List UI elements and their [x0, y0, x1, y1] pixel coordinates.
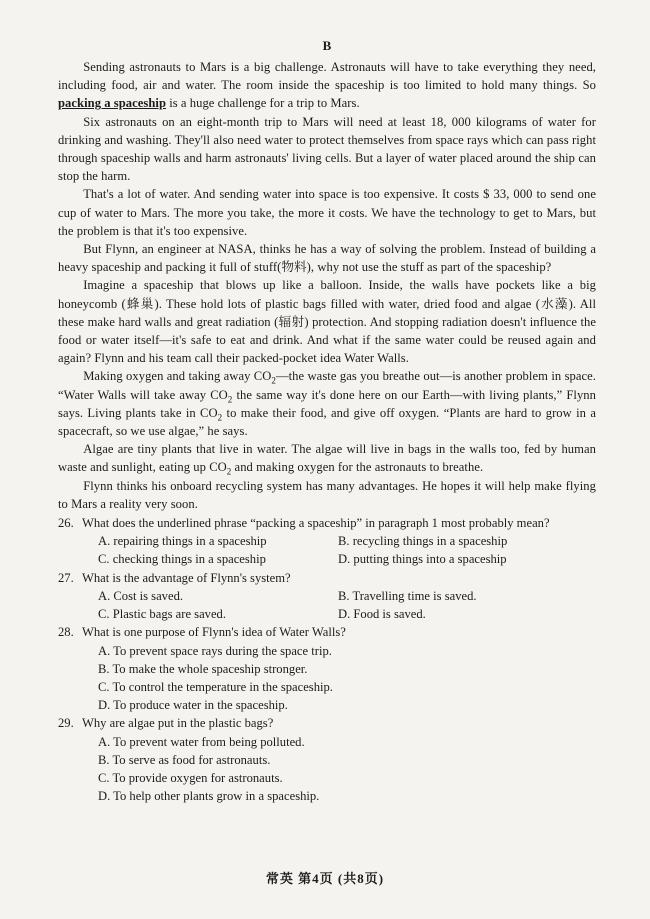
question-number: 29.	[58, 716, 74, 731]
passage-paragraph: Flynn thinks his onboard recycling system has many advantages. He hopes it will help make flying to Mars a reality very soon.	[58, 478, 596, 511]
answer-options	[82, 587, 596, 623]
answer-option: D. To produce water in the spaceship.	[98, 698, 288, 713]
passage-paragraph: Algae are tiny plants that live in water. The algae will live in bags in the walls too, fed by human waste and sunlight, eating up $CO_2$ and making oxygen for the astronauts to breathe.	[58, 442, 596, 477]
answer-option: C. To control the temperature in the spaceship.	[98, 679, 333, 694]
section-letter: B	[322, 38, 332, 53]
question-item	[58, 569, 596, 624]
question-stem	[58, 514, 596, 532]
answer-option: D. Food is saved.	[338, 607, 426, 622]
passage-paragraph: Sending astronauts to Mars is a big challenge. Astronauts will have to take everything they need, including food, air and water. The room inside the spaceship is too limited to hold many things. So packing a spaceship is a huge challenge for a trip to Mars.	[58, 60, 596, 111]
answer-option: D. To help other plants grow in a spaceship.	[98, 789, 320, 804]
question-number: 26.	[58, 516, 74, 531]
answer-option: B. Travelling time is saved.	[338, 588, 477, 603]
answer-option: A. Cost is saved.	[98, 588, 184, 603]
question-text: What is one purpose of Flynn's idea of Water Walls?	[82, 625, 346, 640]
answer-option: B. recycling things in a spaceship	[338, 534, 508, 549]
question-item	[58, 714, 596, 805]
answer-option: D. putting things into a spaceship	[338, 552, 507, 567]
passage-paragraph: Imagine a spaceship that blows up like a balloon. Inside, the walls have pockets like a big honeycomb (蜂巢). These hold lots of plastic bags filled with water, dried food and algae (水藻). All these make hard walls and great radiation (辐射) protection. And stopping radiation doesn't influence the food or water itself—it's safe to eat and drink. And what if the same water could be reused again and again? Flynn and his team call their packed-pocket idea Water Walls.	[58, 278, 596, 366]
question-number: 27.	[58, 570, 74, 585]
answer-options	[82, 642, 596, 715]
answer-option: B. To make the whole spaceship stronger.	[98, 661, 308, 676]
answer-option: C. checking things in a spaceship	[98, 552, 266, 567]
answer-option: A. To prevent water from being polluted.	[98, 734, 305, 749]
answer-options	[82, 733, 596, 806]
answer-option: C. To provide oxygen for astronauts.	[98, 770, 283, 785]
question-stem	[58, 623, 596, 641]
question-stem	[58, 714, 596, 732]
question-stem	[58, 569, 596, 587]
answer-option: A. To prevent space rays during the space trip.	[98, 643, 332, 658]
question-number: 28.	[58, 625, 74, 640]
question-text: What is the advantage of Flynn's system?	[82, 570, 291, 585]
page-footer: 常英 第4页 (共8页)	[265, 871, 385, 886]
answer-option: A. repairing things in a spaceship	[98, 534, 267, 549]
answer-option: B. To serve as food for astronauts.	[98, 752, 271, 767]
question-text: What does the underlined phrase “packing a spaceship” in paragraph 1 most probably mean?	[82, 516, 550, 531]
passage-paragraph: Making oxygen and taking away $CO_2—the$ waste gas you breathe out—is another problem in space. “Water Walls will take away $CO_2$ the same way it's done here on our Earth—with living plants,” Flynn says. Living plants take in $CO_2$ to make their food, and give off oxygen. “Plants are hard to grow in a spacecraft, so we use algae,” he says.	[58, 369, 597, 439]
passage-paragraph: That's a lot of water. And sending water into space is too expensive. It costs $ 33, 000 to send one cup of water to Mars. The more you take, the more it costs. We have the technology to get to Mars, but the problem is that it's too expensive.	[58, 187, 596, 238]
reading-passage	[58, 58, 596, 513]
question-item	[58, 514, 596, 569]
question-text: Why are algae put in the plastic bags?	[82, 716, 274, 731]
question-list	[58, 514, 596, 805]
passage-paragraph: Six astronauts on an eight-month trip to Mars will need at least 18, 000 kilograms of water for drinking and washing. They'll also need water to protect themselves from space rays which can pass right through spaceship walls and harm astronauts' living cells. But a layer of water placed around the ship can stop the harm.	[58, 114, 596, 184]
answer-option: C. Plastic bags are saved.	[98, 607, 227, 622]
passage-paragraph: But Flynn, an engineer at NASA, thinks he has a way of solving the problem. Instead of building a heavy spaceship and packing it full of stuff(物料), why not use the stuff as part of the spaceship?	[58, 242, 596, 275]
question-item	[58, 623, 596, 714]
answer-options	[82, 532, 596, 568]
